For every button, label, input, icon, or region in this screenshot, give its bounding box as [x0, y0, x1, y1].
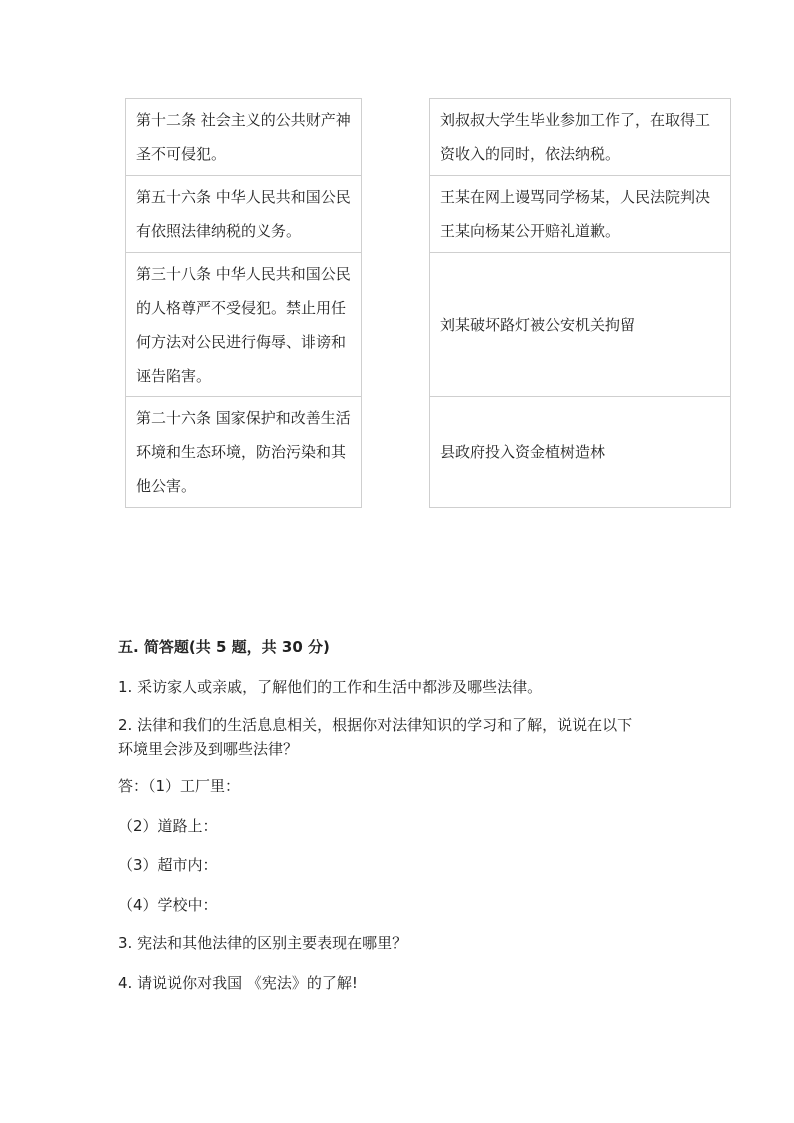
answer-factory: 答：（1）工厂里：	[118, 777, 241, 795]
law-articles-column	[125, 98, 362, 508]
answer-supermarket: （3）超市内：	[118, 856, 218, 874]
section-title: 五. 简答题(共 5 题，共 30 分)	[118, 638, 330, 656]
answer-road: （2）道路上：	[118, 817, 218, 835]
case-afforestation: 县政府投入资金植树造林	[430, 397, 731, 508]
question-1: 1. 采访家人或亲戚，了解他们的工作和生活中都涉及哪些法律。	[118, 678, 543, 696]
question-4: 4. 请说说你对我国 《宪法》的了解!	[118, 974, 358, 992]
question-2	[118, 713, 632, 761]
law-article-26: 第二十六条 国家保护和改善生活环境和生态环境，防治污染和其他公害。	[126, 397, 362, 508]
answer-school: （4）学校中：	[118, 896, 218, 914]
case-insult: 王某在网上谩骂同学杨某，人民法院判决王某向杨某公开赔礼道歉。	[430, 176, 731, 253]
question-3: 3. 宪法和其他法律的区别主要表现在哪里？	[118, 934, 408, 952]
cases-column	[429, 98, 731, 508]
question-2-line-2: 环境里会涉及到哪些法律？	[118, 740, 299, 758]
law-article-38: 第三十八条 中华人民共和国公民的人格尊严不受侵犯。禁止用任何方法对公民进行侮辱、诽谤和诬告陷害。	[126, 253, 362, 397]
law-article-12: 第十二条 社会主义的公共财产神圣不可侵犯。	[126, 99, 362, 176]
law-article-56: 第五十六条 中华人民共和国公民有依照法律纳税的义务。	[126, 176, 362, 253]
case-tax: 刘叔叔大学生毕业参加工作了，在取得工资收入的同时，依法纳税。	[430, 99, 731, 176]
question-2-line-1: 2. 法律和我们的生活息息相关，根据你对法律知识的学习和了解，说说在以下	[118, 716, 633, 734]
case-streetlight: 刘某破坏路灯被公安机关拘留	[430, 253, 731, 397]
